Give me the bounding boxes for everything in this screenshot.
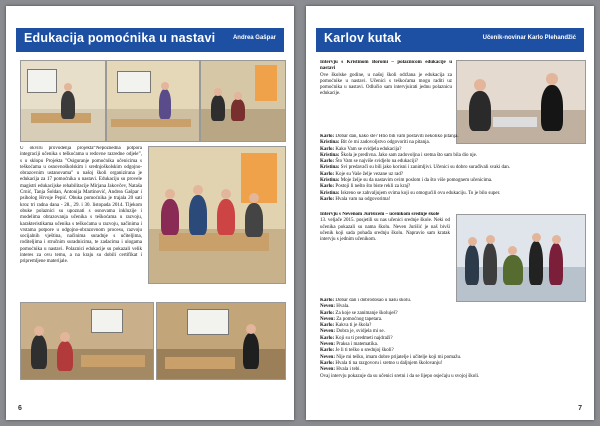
- photo-classroom-2: [106, 60, 200, 142]
- qa-line: Neven: Dobra je, svidjela mi se.: [320, 329, 385, 335]
- interview1-intro: Ove školske godine, u našoj školi održana je edukacija za pomoćnike u nastavi. Učenici s teškoćama mogu raditi uz pomoćnika u nastavi. Odlučio sam intervjuirati jednu polaznicu edukacije.: [320, 72, 452, 97]
- qa-line: Neven: Hvala.: [320, 304, 350, 310]
- left-header-author: Andrea Gašpar: [232, 35, 276, 41]
- left-header-title: Edukacija pomoćnika u nastavi: [24, 31, 216, 45]
- left-header: [16, 28, 284, 52]
- qa-line: Kristina: Škola je predivna. Jako sam zadovoljna i sretna što sam bila dio nje.: [320, 152, 478, 158]
- left-page: [6, 6, 294, 420]
- photo-classroom-1: [20, 60, 106, 142]
- interview2-qa-list: [320, 298, 584, 390]
- interview2-heading: Intervju s Nevenom Jurišićem – učenikom srednje škole: [320, 212, 440, 217]
- qa-line: Karlo: Hvala ti na razgovoru i sretno u daljnjem školovanju!: [320, 360, 443, 366]
- qa-line: Kristina: Moje želje su da nastavim ovim poslom i da što više pomognem učenicima.: [320, 178, 493, 184]
- interview1-qa-list: [320, 134, 584, 210]
- right-header-author: Učenik-novinar Karlo Plehandžić: [482, 35, 576, 41]
- qa-line: Karlo: Dobar dan, kako ste? Htio bih vam postaviti nekoliko pitanja.: [320, 134, 459, 139]
- qa-line: Karlo: Koje su Vaše želje vezane uz rad?: [320, 171, 404, 177]
- interview1-heading: Intervju s Kristinom Boromi – polaznicom edukacije u nastavi: [320, 60, 452, 72]
- interview2-top: [320, 212, 450, 298]
- qa-line: Neven: Hvala i tebi.: [320, 367, 361, 373]
- qa-line: Karlo: Hvala vam na odgovorima!: [320, 196, 391, 202]
- interview2-intro: 13. veljače 2015. posjetili su nas učenici srednje škole. Neki od učenika pokazali su nama školu. Neven Jurišić je naš bivši učenik koji sada pohađa srednju školu. Napravio sam kratak intervju s jednim učenikom.: [320, 218, 450, 243]
- qa-line: Kristina: Svi predavači su bili jako korisni i zanimljivi. Učenici su dobro surađivali svaki dan.: [320, 165, 510, 171]
- qa-line: Neven: Za pomoćnog tapetara.: [320, 316, 383, 322]
- qa-line: Ovaj intervju pokazuje da su učenici sretni i da se lijepo osjećaju u svojoj školi.: [320, 373, 480, 379]
- right-page: [306, 6, 594, 420]
- right-header: [316, 28, 584, 52]
- left-article-paragraph: U okviru provođenja projekta“Nepoznedna potpora integraciji učenika s teškoćama u redovne razredne odjele”, s u sklopu Projekta "Osiguranje pomoćnika učenicima s teškoćama u osnovnoškolskim i srednjoškolskim odgojno-obrazovnim ustanovama" u našoj školi organizirana je edukacija za 17 pomoćnika u nastavi. Edukaciju su provele magistri edukacijske rehabilitacije Mirjana Jakovčev, Nataša Crnić, Tanja Šoldan, Antonija Martinović, Andrea Gašpar i psiholog Hrvoje Pepić. Obuka pomoćnika je trajala 20 sati kroz tri radna dana - 28., 29. i 30. listopada 2014. Tijekom obuke polaznici su upoznati s osnovama inkluzije i modelima obrazovanja učenika s teškoćama u razvoju, karakteristikama učenika s teškoćama u razvoju, načinima i vrstama potpore u odgojno-obrazovnom procesu, razvoju socijalnih vještina, načinima suradnje s učiteljima, roditeljima i stručnim suradnicima, te zadacima i ulogama pomoćnika u nastavi. Polaznici edukacije su pokazali velik interes za ovu temu, a na kraju su dobili certifikat i pripremljene materijale.: [20, 146, 142, 265]
- qa-line: Karlo: Kako Vam se svidjela edukacija?: [320, 146, 402, 152]
- qa-line: Karlo: Dobar dan i dobrodošao u našu školu.: [320, 298, 412, 303]
- left-page-number: 6: [18, 405, 22, 412]
- qa-line: Kristina: Bit će mi zadovoljstvo odgovoriti na pitanja.: [320, 140, 430, 146]
- interview1-top: [320, 60, 452, 134]
- photo-workshop-2: [156, 302, 286, 380]
- qa-line: Karlo: Postoji li nešto što biste rekli za kraj?: [320, 184, 411, 190]
- qa-line: Karlo: Što Vam se najviše svidjelo na edukaciji?: [320, 159, 419, 165]
- right-page-number: 7: [578, 405, 582, 412]
- left-article-body: [20, 146, 142, 298]
- qa-line: Karlo: Kakva ti je škola?: [320, 323, 372, 329]
- qa-line: Karlo: Za koje se zanimanje školuješ?: [320, 310, 398, 316]
- qa-line: Karlo: Koji su ti predmeti najdraži?: [320, 335, 393, 341]
- photo-interview-kristina: [456, 60, 586, 144]
- qa-line: Kristina: Iskreno se zahvaljujem svima koji su omogućili ovu edukaciju. To je bilo super.: [320, 190, 501, 196]
- qa-line: Karlo: Je li ti teško u srednjoj školi?: [320, 348, 394, 354]
- photo-classroom-3: [200, 60, 286, 142]
- qa-line: Neven: Praksa i matematika.: [320, 342, 379, 348]
- photo-interview-neven: [456, 214, 586, 302]
- qa-line: Neven: Nije mi teško, imam dobre prijatelje i učitelje koji mi pomažu.: [320, 354, 462, 360]
- photo-workshop-1: [20, 302, 154, 380]
- photo-group-training: [148, 146, 286, 284]
- right-header-title: Karlov kutak: [324, 31, 402, 45]
